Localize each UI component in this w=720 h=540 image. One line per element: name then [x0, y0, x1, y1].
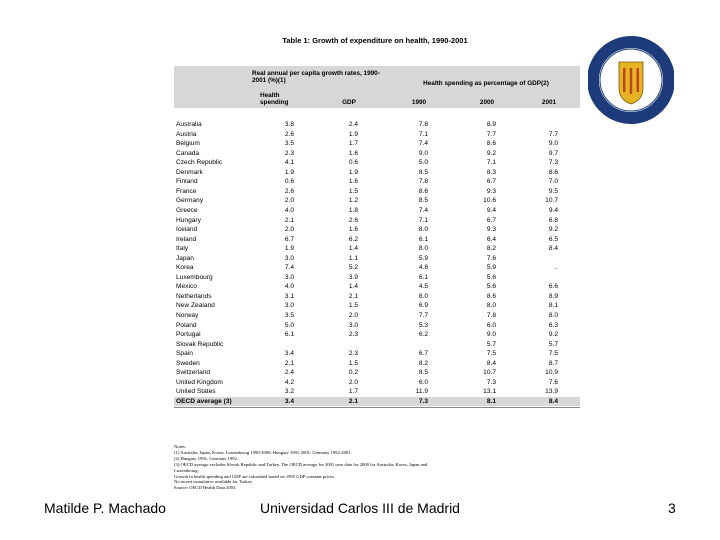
cell-y2000: 7.1	[486, 159, 496, 167]
cell-y2000: 7.3	[486, 378, 496, 386]
table-row	[174, 292, 580, 302]
cell-country: Finland	[176, 178, 198, 186]
cell-y2000: 8.0	[486, 302, 496, 310]
table-row	[174, 340, 580, 350]
table-header	[174, 66, 580, 108]
cell-country: Ireland	[176, 235, 197, 243]
header-health-spending: Health spending	[260, 92, 289, 107]
cell-gdp: 1.5	[348, 187, 358, 195]
cell-y2001: 10.7	[545, 197, 558, 205]
cell-y1990: 8.6	[418, 187, 428, 195]
cell-y2000: 5.9	[486, 264, 496, 272]
cell-y2001: 7.6	[548, 378, 558, 386]
cell-country: Poland	[176, 321, 197, 329]
cell-y2000: 10.6	[483, 197, 496, 205]
cell-y2000: 5.6	[486, 273, 496, 281]
cell-country: Sweden	[176, 359, 200, 367]
cell-y1990: 6.2	[418, 331, 428, 339]
cell-y2000: 8.6	[486, 140, 496, 148]
cell-health: 3.8	[284, 121, 294, 128]
cell-y2001: 7.5	[548, 350, 558, 358]
cell-health: 3.2	[284, 388, 294, 396]
cell-y2000: 7.6	[486, 254, 496, 262]
cell-gdp: 2.6	[348, 216, 358, 224]
cell-country: United Kingdom	[176, 378, 223, 386]
cell-y1990: 4.8	[418, 264, 428, 272]
cell-y1990: 6.1	[418, 273, 428, 281]
cell-y1990: 7.8	[418, 121, 428, 128]
table-row	[174, 177, 580, 187]
table-title: Table 1: Growth of expenditure on health, 1990-2001	[282, 36, 468, 45]
cell-country: Belgium	[176, 140, 200, 148]
note-line: Growth in health spending and GDP are calculated based on 1995 GDP constant prices.	[174, 473, 335, 479]
note-line: (3) OECD average excludes Slovak Republic and Turkey. The OECD average for 2001 uses data for 2000 for Australia, Korea, Japan and	[174, 461, 428, 467]
cell-health: 3.0	[284, 302, 294, 310]
cell-gdp: 1.5	[348, 302, 358, 310]
cell-health: 7.4	[284, 264, 294, 272]
cell-gdp: 1.7	[348, 140, 358, 148]
cell-health: 2.1	[284, 216, 294, 224]
table-row	[174, 244, 580, 254]
cell-gdp: 1.2	[348, 197, 358, 205]
institution-name: Universidad Carlos III de Madrid	[260, 500, 460, 516]
cell-y1990: 8.0	[418, 226, 428, 234]
cell-health: 2.0	[284, 197, 294, 205]
cell-y2001: 8.4	[548, 397, 558, 405]
cell-health: 3.5	[284, 312, 294, 319]
cell-y1990: 6.9	[418, 302, 428, 310]
cell-country: Austria	[176, 130, 197, 138]
cell-y1990: 5.0	[418, 159, 428, 167]
cell-y2001: 9.2	[548, 331, 558, 339]
cell-y1990: 7.8	[418, 178, 428, 186]
cell-gdp: 2.4	[348, 121, 358, 128]
cell-health: 1.9	[284, 168, 294, 176]
cell-y2001: 6.5	[548, 235, 558, 243]
cell-y1990: 6.0	[418, 378, 428, 386]
cell-country: Korea	[176, 264, 194, 272]
cell-health: 6.1	[284, 331, 294, 339]
cell-y2000: 9.0	[486, 331, 496, 339]
cell-y2001: 6.3	[548, 321, 558, 329]
cell-y2001: 8.7	[548, 359, 558, 367]
cell-y2000: 6.0	[486, 321, 496, 329]
cell-y2000: 7.7	[486, 130, 496, 138]
cell-gdp: 1.9	[348, 130, 358, 138]
header-2000: 2000	[479, 99, 495, 106]
cell-country: Denmark	[176, 168, 203, 176]
cell-country: Germany	[176, 197, 204, 205]
cell-gdp: 2.0	[348, 312, 358, 319]
cell-y2001: 6.8	[548, 216, 558, 224]
cell-y1990: 8.2	[418, 359, 428, 367]
cell-gdp: 3.9	[348, 273, 358, 281]
cell-y2000: 6.4	[486, 235, 496, 243]
cell-y1990: 8.5	[418, 197, 428, 205]
cell-country: United States	[176, 388, 216, 396]
cell-y1990: 7.4	[418, 206, 428, 214]
cell-health: 2.6	[284, 187, 294, 195]
cell-health: 3.5	[284, 140, 294, 148]
cell-y1990: 5.3	[418, 321, 428, 329]
cell-country: OECD average (3)	[176, 397, 232, 405]
cell-y2001: 13.9	[545, 388, 558, 396]
cell-gdp: 1.6	[348, 178, 358, 186]
cell-y2000: 7.5	[486, 350, 496, 358]
cell-y2001: 7.3	[548, 159, 558, 167]
cell-y1990: 8.0	[418, 292, 428, 300]
table-bottom-rule	[174, 407, 580, 408]
table-row	[174, 263, 580, 273]
cell-y2001: ..	[554, 264, 558, 272]
table-row	[174, 311, 580, 321]
cell-gdp: 5.2	[348, 264, 358, 272]
cell-gdp: 2.1	[348, 397, 358, 405]
table-row	[174, 139, 580, 149]
cell-y2000: 9.4	[486, 206, 496, 214]
table-row	[174, 120, 580, 130]
cell-country: Portugal	[176, 331, 201, 339]
cell-gdp: 1.5	[348, 359, 358, 367]
cell-y2000: 7.8	[486, 312, 496, 319]
table-row	[174, 130, 580, 140]
cell-y2001: 9.7	[548, 149, 558, 157]
cell-health: 4.0	[284, 206, 294, 214]
cell-y1990: 7.4	[418, 140, 428, 148]
table-row	[174, 149, 580, 159]
table-row	[174, 282, 580, 292]
cell-y2000: 9.2	[486, 149, 496, 157]
cell-y2000: 8.3	[486, 168, 496, 176]
table-row	[174, 225, 580, 235]
cell-y2001: 10.9	[545, 369, 558, 377]
cell-gdp: 1.6	[348, 226, 358, 234]
cell-y1990: 7.3	[418, 397, 428, 405]
cell-health: 3.4	[284, 397, 294, 405]
cell-country: Canada	[176, 149, 200, 157]
cell-gdp: 1.7	[348, 388, 358, 396]
cell-health: 3.0	[284, 273, 294, 281]
cell-gdp: 1.4	[348, 283, 358, 291]
cell-country: Australia	[176, 121, 202, 128]
table-row	[174, 368, 580, 378]
header-spending-gdp: Health spending as percentage of GDP(2)	[423, 80, 549, 87]
cell-country: Luxembourg	[176, 273, 213, 281]
note-line: No recent cumulative available for Turkey.	[174, 479, 253, 485]
cell-y2001: 7.0	[548, 178, 558, 186]
cell-country: New Zealand	[176, 302, 215, 310]
cell-country: Mexico	[176, 283, 197, 291]
cell-y2001: 5.7	[548, 340, 558, 348]
cell-gdp: 2.3	[348, 350, 358, 358]
cell-y2000: 13.1	[483, 388, 496, 396]
cell-country: Iceland	[176, 226, 198, 234]
cell-y2001: 9.0	[548, 140, 558, 148]
cell-y2000: 9.3	[486, 226, 496, 234]
cell-y2001: 8.0	[548, 312, 558, 319]
cell-gdp: 2.0	[348, 378, 358, 386]
note-line: (2) Hungary 1991; Germany 1992.	[174, 455, 238, 461]
cell-country: Spain	[176, 350, 193, 358]
cell-y2000: 5.6	[486, 283, 496, 291]
health-expenditure-table	[174, 66, 580, 434]
cell-country: Norway	[176, 312, 199, 319]
university-seal-logo	[588, 28, 674, 132]
note-line: (1) Australia, Japan, Korea, Luxembourg 1990-2000; Hungary 1991-2001; Germany 1992-2001.	[174, 449, 352, 455]
table-row	[174, 349, 580, 359]
cell-country: Hungary	[176, 216, 201, 224]
cell-health: 4.0	[284, 283, 294, 291]
author-name: Matilde P. Machado	[44, 500, 166, 516]
table-row	[174, 168, 580, 178]
table-row	[174, 301, 580, 311]
cell-country: Slovak Republic	[176, 340, 224, 348]
table-row	[174, 235, 580, 245]
cell-gdp: 0.2	[348, 369, 358, 377]
table-row	[174, 273, 580, 283]
cell-y2001: 8.1	[548, 302, 558, 310]
cell-y2000: 6.7	[486, 216, 496, 224]
cell-country: Italy	[176, 245, 189, 253]
table-row	[174, 359, 580, 369]
cell-y2001: 6.6	[548, 283, 558, 291]
cell-y2000: 8.6	[486, 292, 496, 300]
cell-health: 3.4	[284, 350, 294, 358]
cell-gdp: 1.8	[348, 206, 358, 214]
cell-y1990: 7.1	[418, 130, 428, 138]
cell-gdp: 2.1	[348, 292, 358, 300]
cell-health: 3.1	[284, 292, 294, 300]
cell-health: 2.1	[284, 359, 294, 367]
note-line: Source: OECD Health Data 2003.	[174, 485, 237, 491]
cell-health: 5.0	[284, 321, 294, 329]
cell-y1990: 9.0	[418, 149, 428, 157]
cell-health: 4.2	[284, 378, 294, 386]
cell-y2001: 9.2	[548, 226, 558, 234]
cell-y1990: 8.5	[418, 369, 428, 377]
cell-y1990: 8.5	[418, 168, 428, 176]
cell-gdp: 1.1	[348, 254, 358, 262]
table-row	[174, 196, 580, 206]
table-row	[174, 387, 580, 397]
cell-gdp: 6.2	[348, 235, 358, 243]
cell-gdp: 3.0	[348, 321, 358, 329]
note-line: Luxembourg.	[174, 467, 199, 473]
cell-y2000: 8.9	[486, 121, 496, 128]
cell-gdp: 1.6	[348, 149, 358, 157]
cell-y2000: 8.4	[486, 359, 496, 367]
cell-health: 6.7	[284, 235, 294, 243]
cell-y1990: 8.0	[418, 245, 428, 253]
cell-health: 1.9	[284, 245, 294, 253]
header-2001: 2001	[541, 99, 557, 106]
cell-y2001: 9.5	[548, 187, 558, 195]
table-row	[174, 158, 580, 168]
table-row	[174, 187, 580, 197]
header-gdp: GDP	[342, 99, 356, 106]
cell-y1990: 4.5	[418, 283, 428, 291]
header-1990: 1990	[411, 99, 427, 106]
cell-y2000: 8.1	[486, 397, 496, 405]
cell-gdp: 2.3	[348, 331, 358, 339]
note-line: Notes:	[174, 444, 186, 449]
table-row	[174, 254, 580, 264]
cell-y2000: 5.7	[486, 340, 496, 348]
cell-country: Czech Republic	[176, 159, 223, 167]
cell-health: 2.4	[284, 369, 294, 377]
cell-health: 0.6	[284, 178, 294, 186]
header-growth-rates: Real annual per capita growth rates, 1990-2001 (%)(1)	[252, 70, 380, 85]
cell-health: 4.1	[284, 159, 294, 167]
page-number: 3	[668, 500, 676, 516]
cell-y2000: 8.2	[486, 245, 496, 253]
cell-y2000: 9.3	[486, 187, 496, 195]
cell-y1990: 5.9	[418, 254, 428, 262]
cell-country: Netherlands	[176, 292, 212, 300]
cell-health: 2.0	[284, 226, 294, 234]
cell-y1990: 7.7	[418, 312, 428, 319]
cell-country: Japan	[176, 254, 194, 262]
cell-y1990: 7.1	[418, 216, 428, 224]
table-row	[174, 330, 580, 340]
cell-health: 3.0	[284, 254, 294, 262]
cell-y2000: 6.7	[486, 178, 496, 186]
cell-y2001: 8.6	[548, 168, 558, 176]
cell-country: France	[176, 187, 197, 195]
cell-y1990: 6.1	[418, 235, 428, 243]
cell-health: 2.3	[284, 149, 294, 157]
cell-y2001: 9.4	[548, 206, 558, 214]
cell-y2001: 8.9	[548, 292, 558, 300]
table-row	[174, 206, 580, 216]
table-row	[174, 321, 580, 331]
cell-y1990: 11.9	[415, 388, 428, 396]
cell-gdp: 1.4	[348, 245, 358, 253]
cell-gdp: 1.9	[348, 168, 358, 176]
table-row	[174, 378, 580, 388]
cell-y2000: 10.7	[483, 369, 496, 377]
table-row	[174, 216, 580, 226]
oecd-average-row	[174, 397, 580, 407]
cell-country: Switzerland	[176, 369, 211, 377]
cell-y2001: 7.7	[548, 130, 558, 138]
cell-country: Greece	[176, 206, 198, 214]
cell-y1990: 6.7	[418, 350, 428, 358]
cell-y2001: 8.4	[548, 245, 558, 253]
cell-gdp: 0.6	[348, 159, 358, 167]
cell-health: 2.6	[284, 130, 294, 138]
table-notes	[174, 444, 574, 491]
